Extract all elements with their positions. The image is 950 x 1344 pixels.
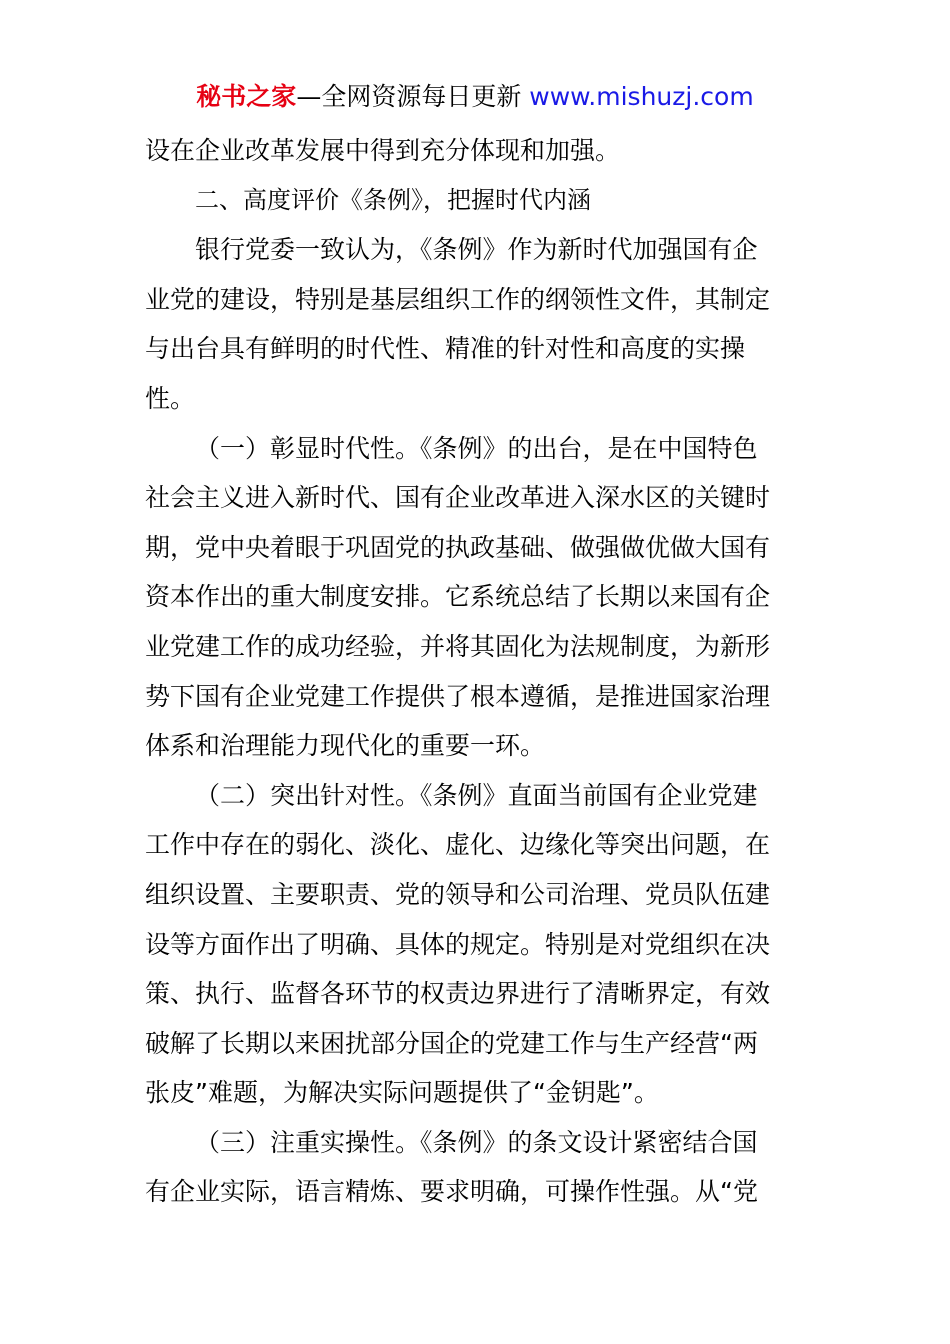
- text-line: 策、执行、监督各环节的权责边界进行了清晰界定，有效: [145, 979, 771, 1009]
- text-line: （一）彰显时代性。《条例》的出台，是在中国特色: [195, 433, 758, 463]
- text-line: 设在企业改革发展中得到充分体现和加强。: [145, 136, 621, 165]
- text-line: 破解了长期以来困扰部分国企的党建工作与生产经营“两: [145, 1028, 758, 1058]
- text-line: 资本作出的重大制度安排。它系统总结了长期以来国有企: [145, 582, 771, 612]
- text-line: 工作中存在的弱化、淡化、虚化、边缘化等突出问题，在: [145, 830, 771, 860]
- text-line: 性。: [145, 383, 196, 413]
- text-line: 社会主义进入新时代、国有企业改革进入深水区的关键时: [145, 483, 771, 513]
- text-line: （二）突出针对性。《条例》直面当前国有企业党建: [195, 780, 758, 810]
- text-line: （三）注重实操性。《条例》的条文设计紧密结合国: [195, 1127, 758, 1157]
- section-heading: 二、高度评价《条例》，把握时代内涵: [195, 185, 591, 214]
- text-line: 期，党中央着眼于巩固党的执政基础、做强做优做大国有: [145, 532, 771, 562]
- text-line: 组织设置、主要职责、党的领导和公司治理、党员队伍建: [145, 879, 771, 909]
- header-url[interactable]: www.mishuzj.com: [529, 82, 754, 111]
- text-line: 势下国有企业党建工作提供了根本遵循，是推进国家治理: [145, 681, 771, 711]
- header-tagline: —全网资源每日更新: [296, 82, 530, 111]
- text-line: 银行党委一致认为，《条例》作为新时代加强国有企: [195, 235, 758, 265]
- text-line: 有企业实际，语言精炼、要求明确，可操作性强。从“党: [145, 1177, 758, 1207]
- text-line: 业党建工作的成功经验，并将其固化为法规制度，为新形: [145, 631, 771, 661]
- brand-name: 秘书之家: [196, 82, 297, 111]
- text-line: 张皮”难题，为解决实际问题提供了“金钥匙”。: [145, 1078, 659, 1108]
- text-line: 体系和治理能力现代化的重要一环。: [145, 731, 546, 761]
- document-body: [145, 126, 810, 1217]
- text-line: 业党的建设，特别是基层组织工作的纲领性文件，其制定: [145, 284, 771, 314]
- text-line: 设等方面作出了明确、具体的规定。特别是对党组织在决: [145, 929, 771, 959]
- watermark-header: [0, 80, 950, 114]
- text-line: 与出台具有鲜明的时代性、精准的针对性和高度的实操: [145, 334, 746, 364]
